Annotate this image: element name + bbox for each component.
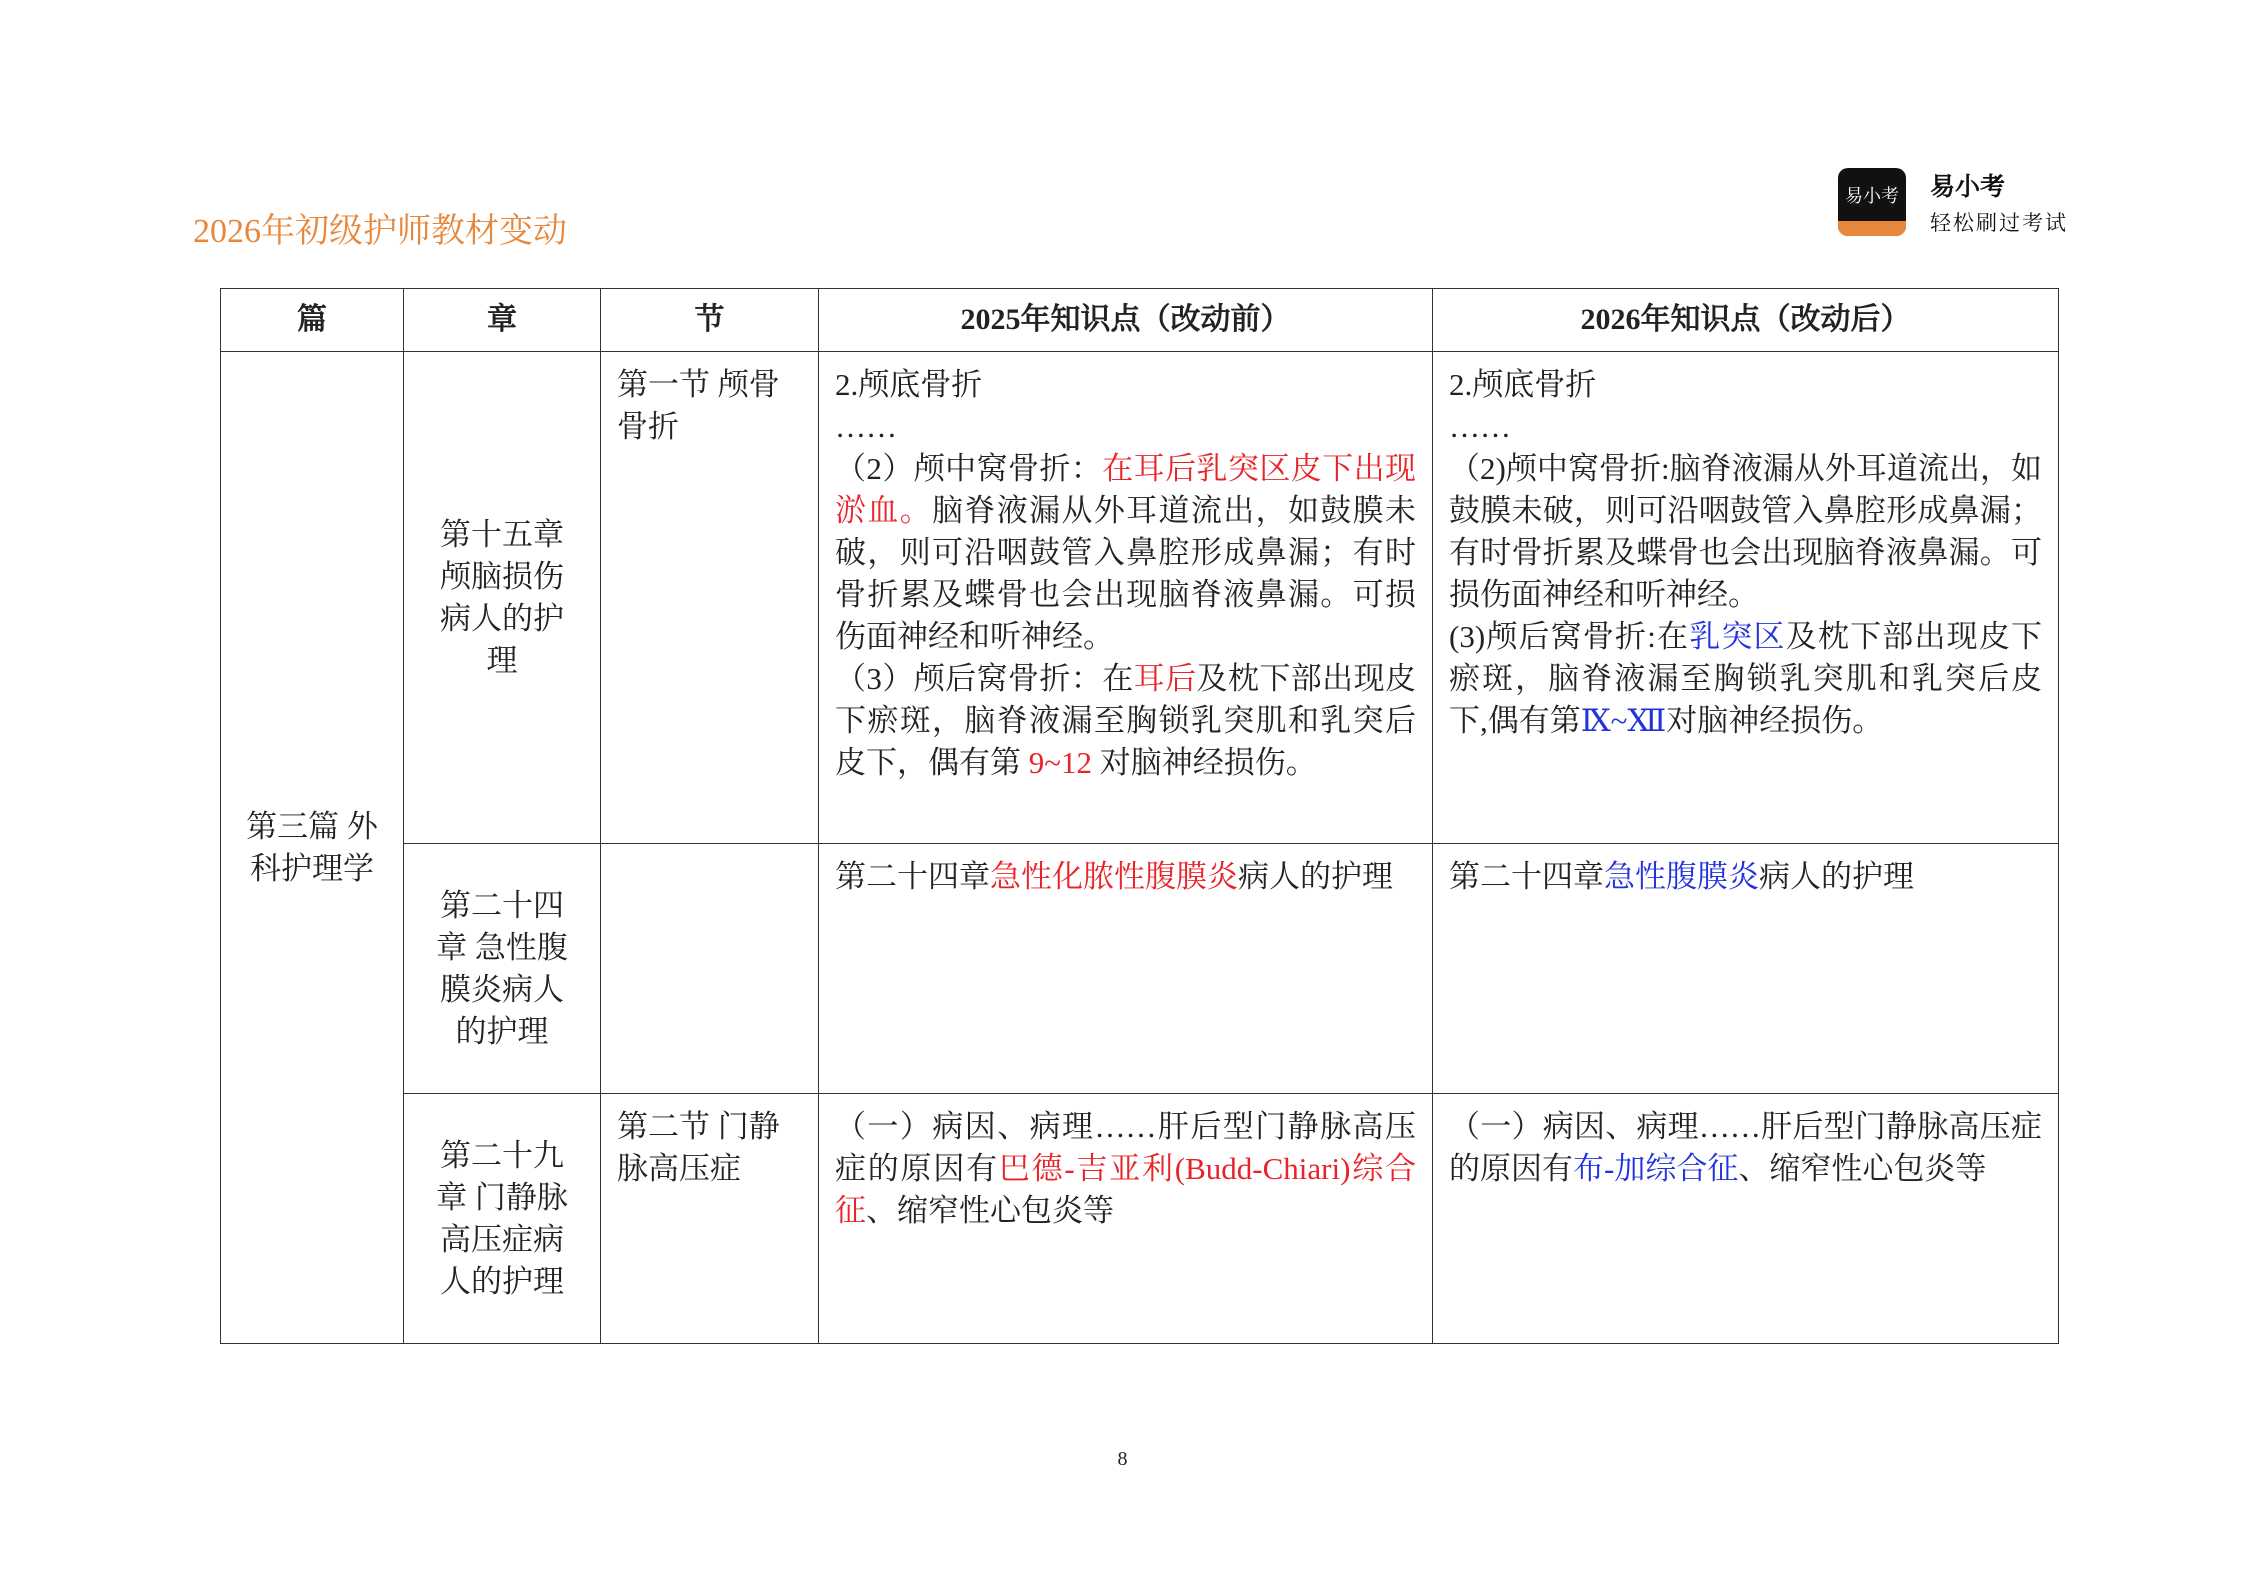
cell-text: （一）病因、病理……肝后型门静脉高压症的原因有 xyxy=(835,1109,1416,1186)
header-after: 2026年知识点（改动后） xyxy=(1433,289,2059,352)
header-before: 2025年知识点（改动前） xyxy=(819,289,1433,352)
before-cell xyxy=(819,844,1433,1094)
brand-logo xyxy=(1838,167,2068,237)
cell-text: （3）颅后窝骨折：在 xyxy=(835,661,1134,696)
brand-name: 易小考 xyxy=(1930,172,2006,201)
cell-paragraph xyxy=(1449,616,2042,742)
section-cell xyxy=(601,844,819,1094)
cell-text: 病人的护理 xyxy=(1238,859,1393,894)
section-cell: 第一节 颅骨骨折 xyxy=(601,352,819,844)
cell-text: …… xyxy=(1449,409,1511,444)
cell-text: 、缩窄性心包炎等 xyxy=(1738,1151,1987,1186)
cell-paragraph xyxy=(835,856,1416,898)
cell-paragraph xyxy=(1449,856,2042,898)
cell-text: 第二十四章 xyxy=(835,859,990,894)
cell-paragraph xyxy=(1449,364,2042,406)
after-cell xyxy=(1433,352,2059,844)
cell-text: 及枕下部出现皮下瘀斑，脑脊液漏至胸锁乳突肌和乳突后皮下,偶有第 xyxy=(1449,619,2043,738)
cell-paragraph xyxy=(1449,406,2042,448)
brand-slogan: 轻松刷过考试 xyxy=(1930,211,2068,235)
highlighted-text: 巴德-吉亚利(Budd-Chiari)综合征 xyxy=(835,1151,1416,1228)
highlighted-text: 急性腹膜炎 xyxy=(1604,859,1759,894)
header-part: 篇 xyxy=(221,289,404,352)
cell-paragraph xyxy=(835,364,1416,406)
before-cell xyxy=(819,352,1433,844)
highlighted-text: Ⅸ~Ⅻ xyxy=(1580,703,1667,738)
changes-table xyxy=(220,288,2059,1344)
cell-text: 对脑神经损伤。 xyxy=(1666,703,1884,738)
section-cell: 第二节 门静脉高压症 xyxy=(601,1094,819,1344)
cell-paragraph xyxy=(1449,1106,2042,1190)
cell-text: 及枕下部出现皮下瘀斑，脑脊液漏至胸锁乳突肌和乳突后皮下，偶有第 xyxy=(835,661,1417,780)
chapter-cell: 第二十四章 急性腹膜炎病人的护理 xyxy=(404,844,601,1094)
cell-text: 病人的护理 xyxy=(1759,859,1914,894)
logo-icon-text: 易小考 xyxy=(1845,186,1899,207)
cell-text: （2)颅中窝骨折:脑脊液漏从外耳道流出，如鼓膜未破，则可沿咽鼓管入鼻腔形成鼻漏；有时骨折累及蝶骨也会出现脑脊液鼻漏。可损伤面神经和听神经。 xyxy=(1449,451,2042,612)
highlighted-text: 急性化脓性腹膜炎 xyxy=(990,859,1238,894)
cell-paragraph xyxy=(1449,448,2042,616)
highlighted-text: 乳突区 xyxy=(1689,619,1786,654)
page-number: 8 xyxy=(1117,1448,1128,1470)
table-row xyxy=(221,1094,2059,1344)
part-cell: 第三篇 外科护理学 xyxy=(221,352,404,1344)
table-row xyxy=(221,844,2059,1094)
highlighted-text: 耳后 xyxy=(1133,661,1197,696)
cell-text: 第二十四章 xyxy=(1449,859,1604,894)
highlighted-text: 在耳后乳突区皮下出现淤血。 xyxy=(835,451,1416,528)
cell-paragraph xyxy=(835,658,1416,784)
cell-text: （2）颅中窝骨折： xyxy=(835,451,1103,486)
table-header-row xyxy=(221,289,2059,352)
chapter-cell: 第二十九章 门静脉高压症病人的护理 xyxy=(404,1094,601,1344)
cell-text: 2.颅底骨折 xyxy=(835,367,983,402)
highlighted-text: 布-加综合征 xyxy=(1573,1151,1739,1186)
table-row xyxy=(221,352,2059,844)
cell-text: （一）病因、病理……肝后型门静脉高压症的原因有 xyxy=(1449,1109,2042,1186)
highlighted-text: 9~12 xyxy=(1028,745,1093,780)
document-title: 2026年初级护师教材变动 xyxy=(193,213,567,250)
header-chapter: 章 xyxy=(404,289,601,352)
cell-paragraph xyxy=(835,448,1416,658)
cell-text: 2.颅底骨折 xyxy=(1449,367,1597,402)
cell-paragraph xyxy=(835,406,1416,448)
cell-text: 、缩窄性心包炎等 xyxy=(866,1193,1114,1228)
before-cell xyxy=(819,1094,1433,1344)
cell-text: 脑脊液漏从外耳道流出，如鼓膜未破，则可沿咽鼓管入鼻腔形成鼻漏；有时骨折累及蝶骨也会出现脑脊液鼻漏。可损伤面神经和听神经。 xyxy=(835,493,1417,654)
app-logo-icon xyxy=(1838,168,1906,236)
after-cell xyxy=(1433,844,2059,1094)
cell-text: 对脑神经损伤。 xyxy=(1092,745,1317,780)
chapter-cell: 第十五章 颅脑损伤病人的护理 xyxy=(404,352,601,844)
cell-text: …… xyxy=(835,409,897,444)
header-section: 节 xyxy=(601,289,819,352)
after-cell xyxy=(1433,1094,2059,1344)
cell-paragraph xyxy=(835,1106,1416,1232)
logo-accent-bar xyxy=(1838,221,1906,236)
cell-text: (3)颅后窝骨折:在 xyxy=(1449,619,1690,654)
